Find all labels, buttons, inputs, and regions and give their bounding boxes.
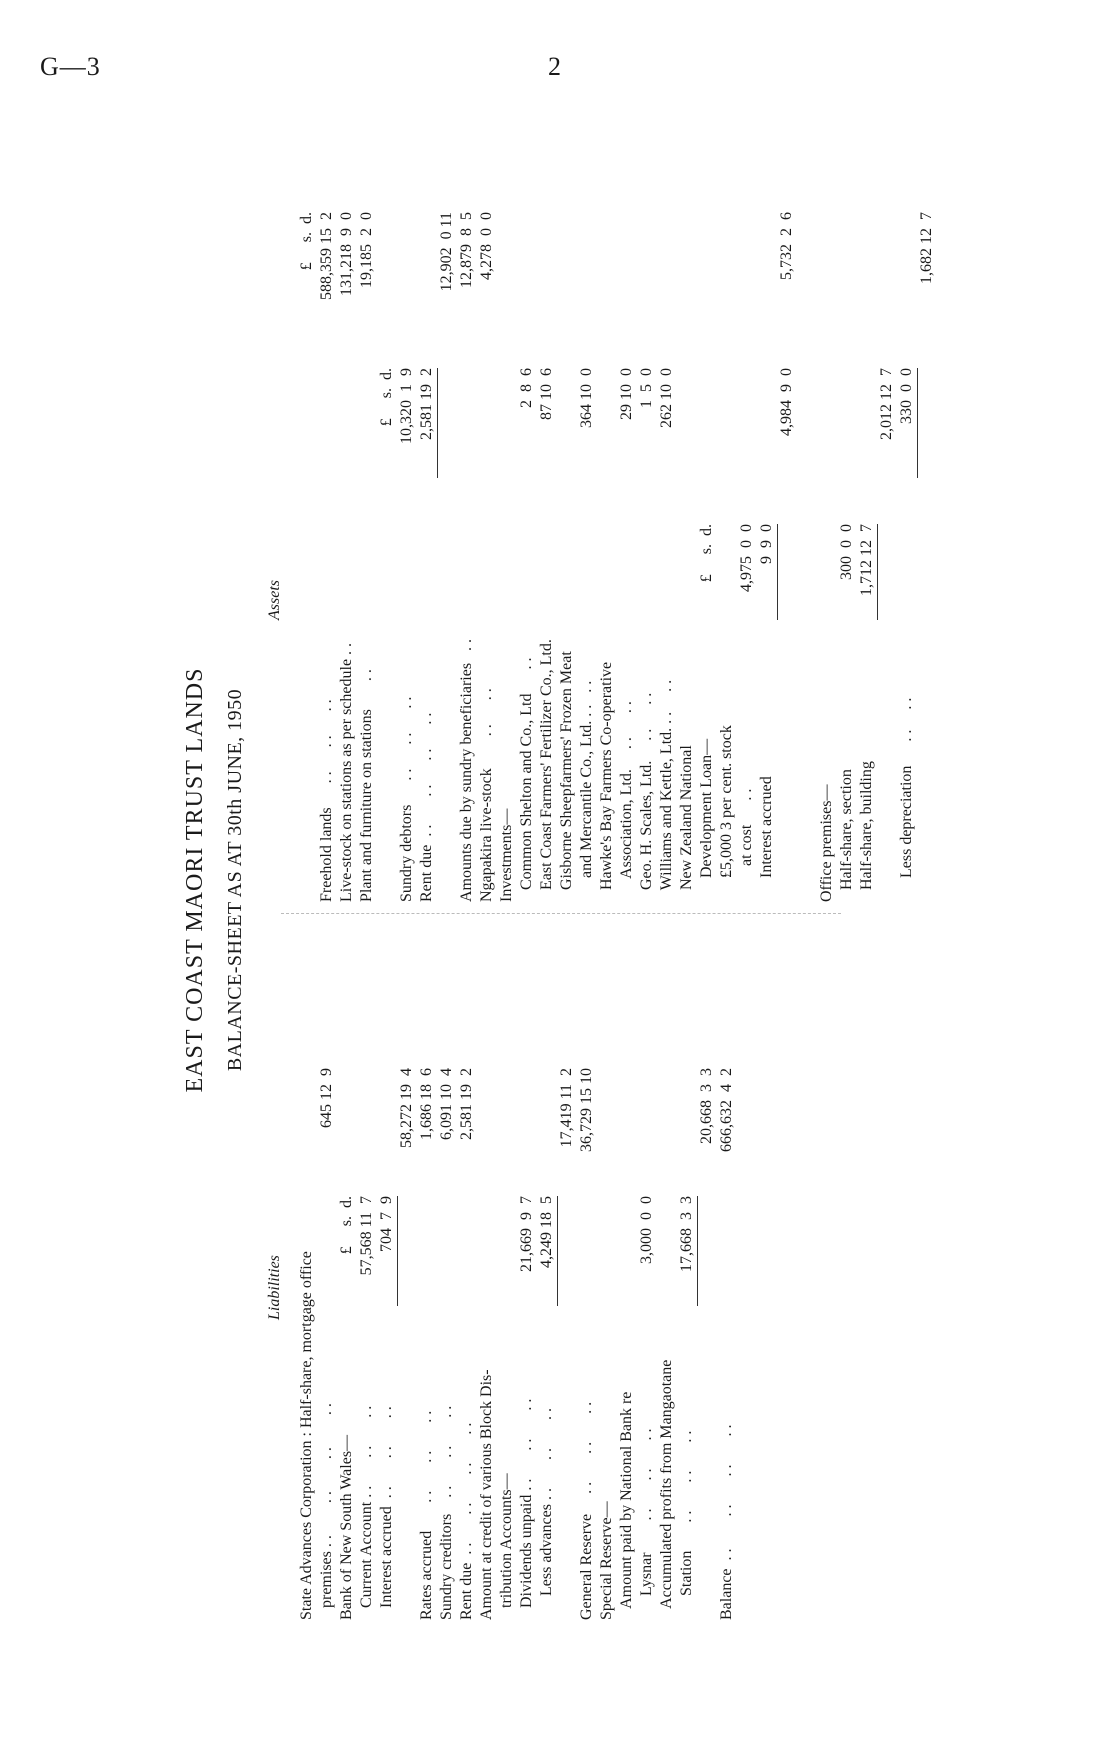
table-row	[337, 920, 357, 1620]
table-row	[597, 920, 617, 1620]
document-title: EAST COAST MAORI TRUST LANDS	[182, 667, 208, 1093]
amount-a1: 1,712 12 7	[857, 524, 878, 620]
amount-a3: 12,902 0 11	[438, 212, 455, 292]
table-row	[477, 920, 497, 1620]
row-label: Sundry creditors . . . . . .	[438, 1405, 455, 1620]
table-row	[357, 920, 377, 1620]
amount-a3: 19,185 2 0	[358, 212, 375, 288]
table-row	[737, 140, 757, 902]
table-row	[417, 140, 437, 902]
table-row	[317, 920, 337, 1620]
row-label: Special Reserve—	[598, 1501, 615, 1620]
table-row	[297, 140, 317, 902]
table-row	[797, 140, 817, 902]
table-row	[497, 920, 517, 1620]
table-row	[437, 920, 457, 1620]
row-label: Dividends unpaid . . . . . .	[518, 1398, 535, 1620]
amount-a2: 262 10 0	[658, 368, 675, 428]
amount-a1: £ s. d.	[698, 524, 715, 583]
table-row	[417, 920, 437, 1620]
row-label: Less advances . . . . . .	[538, 1408, 555, 1620]
amount-a2: 330 0 0	[897, 368, 918, 478]
amount-a1: 17,668 3 3	[677, 1196, 698, 1306]
table-row	[677, 140, 697, 902]
row-label: State Advances Corporation : Half-share, mortgage office	[298, 1251, 315, 1620]
amount-a2: 58,272 19 4	[398, 1068, 415, 1148]
amount-a1: 300 0 0	[838, 524, 855, 580]
row-label: Amount paid by National Bank re	[618, 1391, 635, 1620]
page-reference: G—3	[40, 52, 101, 81]
row-label: tribution Accounts—	[498, 1473, 515, 1620]
amount-a2: 666,632 4 2	[718, 1068, 735, 1152]
table-row	[617, 920, 637, 1620]
row-label: Common Shelton and Co., Ltd . .	[518, 657, 535, 902]
table-row	[497, 140, 517, 902]
row-label: Less depreciation . . . .	[898, 697, 915, 902]
table-row	[657, 920, 677, 1620]
amount-a1: 704 7 9	[377, 1196, 398, 1306]
table-row	[857, 140, 877, 902]
amount-a1: 57,568 11 7	[358, 1196, 375, 1276]
table-row	[657, 140, 677, 902]
table-row	[437, 140, 457, 902]
table-row	[677, 920, 697, 1620]
table-row	[377, 920, 397, 1620]
amount-a3: 131,218 9 0	[338, 212, 355, 296]
table-row	[557, 920, 577, 1620]
table-row	[457, 920, 477, 1620]
amount-a3: 1,682 12 7	[918, 212, 935, 284]
row-label: Rent due . . . . . . . .	[418, 712, 435, 902]
row-label: at cost . .	[738, 788, 755, 902]
row-label: Hawke's Bay Farmers Co-operative	[598, 661, 615, 902]
amount-a2: 2,581 19 2	[458, 1068, 475, 1140]
row-label: General Reserve . . . . . .	[578, 1401, 595, 1620]
amount-a2: 20,668 3 3	[698, 1068, 715, 1144]
table-row	[537, 920, 557, 1620]
row-label: Plant and furniture on stations . .	[358, 669, 375, 902]
table-row	[877, 140, 897, 902]
row-label: Rates accrued . . . . . .	[418, 1410, 435, 1620]
row-label: Interest accrued . . . . . .	[378, 1406, 395, 1620]
amount-a3: 588,359 15 2	[318, 212, 335, 300]
amount-a1: 9 9 0	[757, 524, 778, 620]
row-label: Accumulated profits from Mangaotane	[658, 1359, 675, 1620]
table-row	[317, 140, 337, 902]
row-label: Lysnar . . . . . .	[638, 1428, 655, 1620]
table-row	[337, 140, 357, 902]
row-label: Freehold lands . . . . . .	[318, 699, 335, 902]
row-label: Balance . . . . . . . .	[718, 1424, 735, 1620]
table-row	[717, 140, 737, 902]
table-row	[537, 140, 557, 902]
row-label: Current Account . . . . . .	[358, 1405, 375, 1620]
document-subtitle: BALANCE-SHEET AS AT 30th JUNE, 1950	[224, 688, 246, 1072]
balance-sheet	[182, 140, 935, 1620]
row-label: Half-share, section	[838, 769, 855, 902]
row-label: Development Loan—	[698, 738, 715, 902]
table-row	[757, 140, 777, 902]
amount-a2: 2,581 19 2	[417, 368, 438, 478]
table-row	[917, 140, 937, 902]
row-label: Ngapakira live-stock . . . .	[478, 688, 495, 902]
amount-a2: 645 12 9	[318, 1068, 335, 1128]
table-row	[637, 140, 657, 902]
amount-a1: 3,000 0 0	[638, 1196, 655, 1264]
table-row	[697, 140, 717, 902]
amount-a2: 36,729 15 10	[578, 1068, 595, 1152]
table-row	[297, 920, 317, 1620]
amount-a3: £ s. d.	[298, 212, 315, 271]
row-label: Rent due . . . . . . . .	[458, 1422, 475, 1620]
amount-a1: 4,249 18 5	[537, 1196, 558, 1306]
amount-a3: 5,732 2 6	[778, 212, 795, 280]
table-row	[837, 140, 857, 902]
amount-a1: 21,669 9 7	[518, 1196, 535, 1272]
row-label: Williams and Kettle, Ltd. . . . .	[658, 679, 675, 902]
row-label: Office premises—	[818, 784, 835, 902]
amount-a2: 4,984 9 0	[778, 368, 795, 436]
row-label: Station . . . . . .	[678, 1430, 695, 1620]
table-row	[637, 920, 657, 1620]
row-label: £5,000 3 per cent. stock	[718, 725, 735, 902]
row-label: Interest accrued	[758, 776, 775, 902]
row-label: New Zealand National	[678, 745, 695, 902]
amount-a2: 1,686 18 6	[418, 1068, 435, 1140]
table-row	[617, 140, 637, 902]
amount-a2: 10,320 1 9	[398, 368, 415, 444]
table-row	[517, 920, 537, 1620]
row-label: Gisborne Sheepfarmers' Frozen Meat	[558, 651, 575, 902]
table-row	[397, 140, 417, 902]
row-label: Live-stock on stations as per schedule . .	[338, 642, 355, 902]
amount-a3: 12,879 8 5	[458, 212, 475, 288]
row-label: Association, Ltd. . . . .	[618, 701, 635, 902]
liabilities-heading: Liabilities	[266, 1255, 283, 1320]
amount-a1: 4,975 0 0	[738, 524, 755, 592]
table-row	[577, 920, 597, 1620]
row-label: Investments—	[498, 808, 515, 902]
table-row	[517, 140, 537, 902]
amount-a2: 2 8 6	[518, 368, 535, 408]
table-row	[597, 140, 617, 902]
table-row	[397, 920, 417, 1620]
amount-a2: 1 5 0	[638, 368, 655, 408]
amount-a2: £ s. d.	[378, 368, 395, 427]
amount-a2: 6,091 10 4	[438, 1068, 455, 1140]
row-label: Geo. H. Scales, Ltd. . . . .	[638, 692, 655, 902]
table-row	[777, 140, 797, 902]
table-row	[717, 920, 737, 1620]
table-row	[577, 140, 597, 902]
amount-a2: 2,012 12 7	[878, 368, 895, 440]
row-label: East Coast Farmers' Fertilizer Co., Ltd.	[538, 639, 555, 902]
row-label: Half-share, building	[858, 761, 875, 902]
row-label: Amount at credit of various Block Dis-	[478, 1369, 495, 1620]
assets-column	[297, 140, 937, 902]
liabilities-column	[297, 920, 737, 1620]
amount-a3: 4,278 0 0	[478, 212, 495, 280]
assets-heading: Assets	[266, 580, 283, 620]
row-label: Amounts due by sundry beneficiaries . .	[458, 638, 475, 902]
table-row	[457, 140, 477, 902]
table-row	[697, 920, 717, 1620]
row-label: Bank of New South Wales—	[338, 1434, 355, 1620]
table-row	[477, 140, 497, 902]
table-row	[817, 140, 837, 902]
amount-a2: 17,419 11 2	[558, 1068, 575, 1148]
column-divider	[281, 913, 841, 914]
table-row	[377, 140, 397, 902]
row-label: and Mercantile Co., Ltd. . . . .	[578, 680, 595, 902]
row-label: Sundry debtors . . . . . .	[398, 696, 415, 902]
amount-a1: £ s. d.	[338, 1196, 355, 1255]
table-row	[557, 140, 577, 902]
page-number: 2	[548, 52, 561, 81]
amount-a2: 87 10 6	[538, 368, 555, 420]
table-row	[357, 140, 377, 902]
table-row	[897, 140, 917, 902]
amount-a2: 29 10 0	[618, 368, 635, 420]
amount-a2: 364 10 0	[578, 368, 595, 428]
row-label: premises . . . . . . . .	[318, 1403, 335, 1620]
